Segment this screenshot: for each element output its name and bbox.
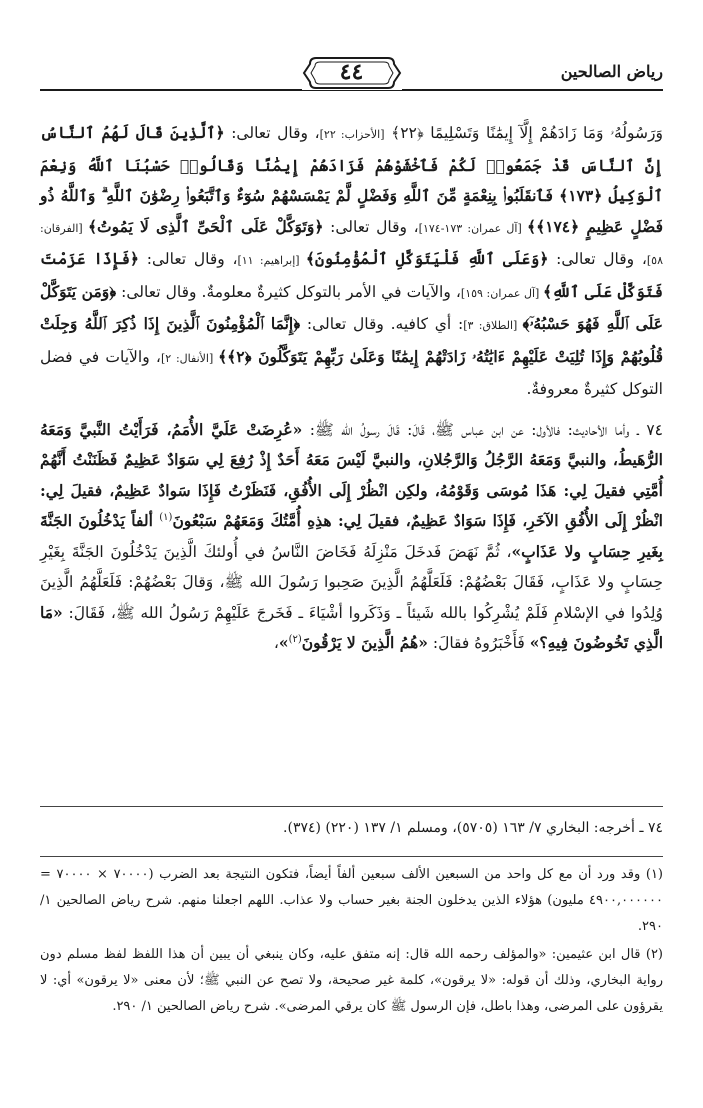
hadith-text: ألفاً يَدْخُلُونَ الجَنَّةَ بِغَيرِ حِسَابٍ ولا عَذَابٍ» bbox=[40, 511, 663, 561]
footnotes bbox=[40, 862, 663, 1022]
body-text-run: ، وقال تعالى: bbox=[548, 250, 647, 268]
book-title: رياض الصالحين bbox=[553, 62, 663, 81]
body-text-run: ٧٤ ـ وأما الأحاديث: فالأول: عن ابن عباس ﷺ، قَالَ: قَالَ رسولُ الله ﷺ: bbox=[302, 420, 663, 439]
hadith-text: «مَا الَّذِي تَخُوضُونَ فِيهِ؟» bbox=[40, 602, 663, 652]
takhrij-divider bbox=[40, 806, 663, 807]
verse-reference: [الأنفال: ٢] bbox=[160, 351, 219, 365]
verse-reference: [الفرقان: ٥٨] bbox=[40, 221, 663, 267]
hadith-text: «عُرِضَتْ عَلَيَّ الأُمَمُ، فَرَأَيْتُ النَّبيَّ وَمَعَهُ الرُّهَيطُ، والنبيَّ وَمَعَهُ الرَّجُلُ وَالرَّجُلانِ، والنبيَّ لَيْسَ مَعَهُ أَحَدٌ إِذْ رُفِعَ لِي سَوَادٌ عَظِيمٌ فَظَنَنْتُ أَنَّهُمْ أُمَّتِي فقيلَ لِي: هَذَا مُوسَى وَقَوْمُهُ، ولكِن انْظُرْ إِلَى الأُفُقِ، فَنَظَرْتُ فَإِذَا سَوادٌ عَظِيمٌ، فقيلَ لِي: انْظُرْ إِلَى الأُفُقِ الآخَرِ، فَإِذَا سَوَادٌ عَظِيمٌ، فقيلَ لِي: هذِهِ أُمَّتُكَ وَمَعَهُمْ سَبْعُونَ bbox=[40, 419, 663, 530]
body-text-run: ، والآيات في فضل التوكل كثيرةٌ معروفةٌ. bbox=[40, 347, 663, 398]
verse-reference: [الأحزاب: ٢٢] bbox=[319, 128, 385, 141]
hadith-text: «هُمُ الَّذِينَ لا يَرْقُونَ bbox=[301, 633, 428, 652]
body-text-run: ، وقال تعالى: bbox=[224, 124, 320, 142]
hadith-paragraph bbox=[40, 415, 663, 659]
footnote-marker: (٢) bbox=[288, 633, 302, 645]
footnote-item bbox=[40, 862, 663, 940]
main-text bbox=[40, 118, 663, 659]
takhrij-line: ٧٤ ـ أخرجه: البخاري ٧/ ١٦٣ (٥٧٠٥)، ومسلم ١/ ١٣٧ (٢٢٠) (٣٧٤). bbox=[283, 820, 663, 836]
page-header bbox=[40, 56, 663, 100]
verse-reference: [إبراهيم: ١١] bbox=[237, 254, 306, 267]
footnote-number: (١) bbox=[645, 867, 663, 882]
body-text-run: ، وقال تعالى: bbox=[323, 217, 419, 236]
quran-verse: ﴿وَعَلَى ٱللَّهِ فَلْيَتَوَكَّلِ ٱلْمُؤْمِنُونَ﴾ bbox=[305, 249, 549, 268]
body-text-run: ، ثُمَّ نَهَضَ فَدخَلَ مَنْزِلَهُ فَخَاضَ النَّاسُ في أُولئكَ الَّذِينَ يَدْخُلُونَ الجَنَّةَ بِغَيْرِ حِسَابٍ ولا عَذَابٍ، فَقَالَ بَعْضُهُمْ: فَلَعَلَّهُمُ الَّذِينَ صَحِبوا رَسُولَ الله ﷺ، وَقالَ بَعْضُهُمْ: فَلَعَلَّهُمُ الَّذِينَ وُلِدُوا في الإسْلامِ فَلَمْ يُشْرِكُوا بالله شَيئاً ـ وَذَكَروا أشْيَاءَ ـ فَخَرجَ عَلَيْهِمْ رَسُولُ الله ﷺ، فَقَالَ: bbox=[40, 542, 663, 622]
body-text-run: ، bbox=[273, 634, 279, 652]
quran-verse: ﴿وَتَوَكَّلْ عَلَى ٱلْحَىِّ ٱلَّذِى لَا يَمُوتُ﴾ bbox=[87, 216, 324, 236]
verses-paragraph bbox=[40, 118, 663, 405]
footnotes-divider bbox=[40, 856, 663, 857]
verse-reference: [آل عمران: ١٧٣-١٧٤] bbox=[418, 221, 527, 235]
quran-verse: ﴿فَإِذَا عَزَمْتَ فَتَوَكَّلْ عَلَى ٱللَّهِ﴾ bbox=[40, 249, 664, 301]
body-text-run: ، والآيات في الأمر بالتوكل كثيرةٌ معلومةٌ. وقال تعالى: bbox=[116, 282, 461, 301]
quran-verse: ﴿وَمَن يَتَوَكَّلْ عَلَى ٱللَّهِ فَهُوَ حَسْبُهُۥٓ﴾ bbox=[40, 281, 663, 333]
footnote-text: قال ابن عثيمين: «والمؤلف رحمه الله قال: إنه متفق عليه، وكان ينبغي أن يبين أن هذا اللفظ لفظ مسلم دون رواية البخاري، وذلك أن قوله: «لا يرقون»، كلمة غير صحيحة، ولا تصح عن النبي ﷺ؛ لأن معنى «لا يرقون» أي: لا يقرؤون على المرضى، وهذا باطل، فإن الرسول ﷺ كان يرقي المرضى». شرح رياض الصالحين ١/ ٢٩٠. bbox=[40, 947, 663, 1014]
verse-reference: [الطلاق: ٣] bbox=[463, 319, 523, 332]
footnote-number: (٢) bbox=[645, 947, 663, 962]
body-text-run: وَرَسُولُهُۥ وَمَا زَادَهُمْ إِلَّآ إِيمَٰنًا وَتَسْلِيمًا ﴿٢٢﴾ bbox=[384, 124, 663, 142]
body-text-run: فَأَخْبَرُوهُ فقالَ: bbox=[427, 634, 530, 652]
body-text-run: ، وقال تعالى: bbox=[139, 250, 238, 268]
quran-verse: ﴿إِنَّمَا ٱلْمُؤْمِنُونَ ٱلَّذِينَ إِذَا ذُكِرَ ٱللَّهُ وَجِلَتْ قُلُوبُهُمْ وَإِذَا تُلِيَتْ عَلَيْهِمْ ءَايَٰتُهُۥ زَادَتْهُمْ إِيمَٰنًا وَعَلَىٰ رَبِّهِمْ يَتَوَكَّلُونَ ﴿٢﴾﴾ bbox=[40, 314, 663, 366]
footnote-item bbox=[40, 942, 663, 1020]
page-number-frame bbox=[302, 56, 402, 90]
hadith-text: » bbox=[278, 633, 289, 652]
quran-verse: ﴿ٱلَّذِينَ قَالَ لَهُمُ ٱلنَّاسُ إِنَّ ٱلنَّاسَ قَدْ جَمَعُوا۟ لَكُمْ فَٱخْشَوْهُمْ فَزَادَهُمْ إِيمَٰنًا وَقَالُوا۟ حَسْبُنَا ٱللَّهُ وَنِعْمَ ٱلْوَكِيلُ ﴿١٧٣﴾ فَٱنقَلَبُوا۟ بِنِعْمَةٍ مِّنَ ٱللَّهِ وَفَضْلٍ لَّمْ يَمْسَسْهُمْ سُوٓءٌ وَٱتَّبَعُوا۟ رِضْوَٰنَ ٱللَّهِ ۗ وَٱللَّهُ ذُو فَضْلٍ عَظِيمٍ ﴿١٧٤﴾﴾ bbox=[40, 123, 664, 236]
body-text-run: : أي كافيه. وقال تعالى: bbox=[300, 315, 464, 333]
verse-reference: [آل عمران: ١٥٩] bbox=[460, 286, 543, 300]
page-number: ٤٤ bbox=[339, 59, 364, 85]
footnote-text: وقد ورد أن مع كل واحد من السبعين الألف سبعين ألفاً أيضاً، فتكون النتيجة بعد الضرب (٧٠٠٠٠ × ٧٠٠٠٠ = ٤٩٠٠,٠٠٠٠٠٠ مليون) هؤلاء الذين يدخلون الجنة بغير حساب ولا عذاب. اللهم اجعلنا منهم. شرح رياض الصالحين ١/ ٢٩٠. bbox=[40, 867, 663, 934]
footnote-marker: (١) bbox=[159, 511, 173, 523]
